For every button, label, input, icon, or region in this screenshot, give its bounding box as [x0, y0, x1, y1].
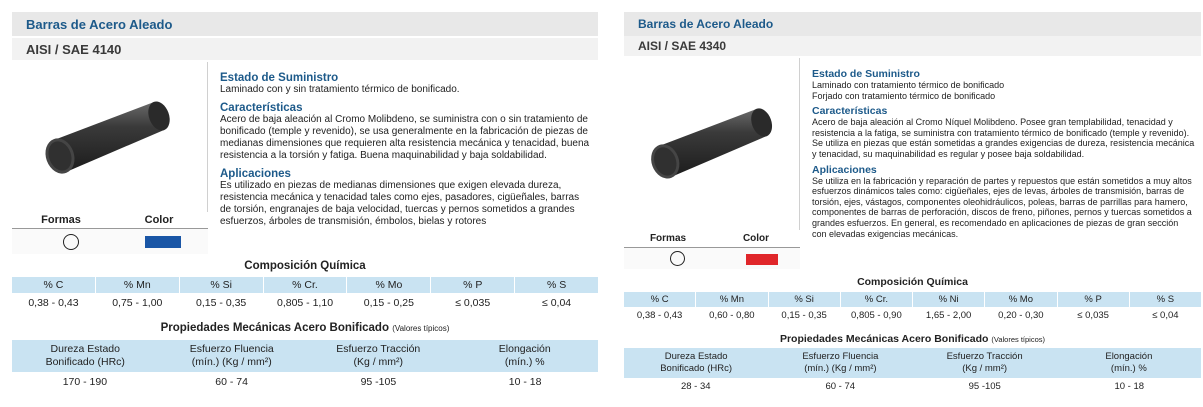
sheet-title: Barras de Acero Aleado [26, 17, 173, 32]
composition-value-cell: 0,15 - 0,35 [179, 295, 263, 311]
composition-header-cell: % Si [179, 277, 263, 293]
composition-header-cell: % P [1057, 292, 1129, 307]
mech-header-line: (mín.) % [504, 356, 545, 368]
composition-value-cell: ≤ 0,04 [1129, 308, 1201, 323]
composition-title: Composición Química [857, 276, 968, 288]
formas-color-header [624, 233, 800, 247]
section-heading-aplicaciones: Aplicaciones [812, 163, 877, 176]
composition-value-cell: ≤ 0,035 [1057, 308, 1129, 323]
mech-header-cell [12, 343, 159, 372]
mech-value-row [12, 374, 598, 390]
composition-header-cell: % Ni [912, 292, 984, 307]
product-photo [624, 58, 800, 230]
mech-header-cell [305, 343, 452, 372]
mech-header-line: Bonificado (HRc) [45, 356, 125, 368]
mech-title: Propiedades Mecánicas Acero Bonificado [779, 333, 989, 345]
composition-value-cell: 0,805 - 0,90 [840, 308, 912, 323]
composition-value-cell: 0,38 - 0,43 [28, 297, 79, 309]
grade-label: AISI / SAE 4140 [26, 42, 122, 57]
grade-label: AISI / SAE 4340 [638, 39, 727, 53]
mech-note: (Valores típicos) [991, 335, 1046, 344]
composition-header-cell: % Cr. [840, 292, 912, 307]
formas-color-row [12, 228, 208, 254]
composition-value-cell: ≤ 0,04 [514, 295, 598, 311]
composition-header-cell: % Mo [984, 292, 1056, 307]
section-heading-caracteristicas: Características [812, 105, 888, 118]
formas-label: Formas [649, 233, 687, 244]
mech-header-line: Elongación [1105, 351, 1153, 362]
sheet-title: Barras de Acero Aleado [638, 17, 774, 31]
formas-color-header [12, 214, 208, 228]
section-text-caracteristicas: Acero de baja aleación al Cromo Molibdeno, se suministra con o sin tratamiento de bonificado (temple y revenido), se usa generalmente en la fabricación de piezas de medianas dimensiones que requieren alta resistencia mecánica y tenacidad, buena resistencia a la torsión y fatiga. Buena maquinabilidad y baja soldabilidad. [220, 114, 590, 161]
mech-header-line: (Kg / mm²) [962, 363, 1008, 374]
section-heading-aplicaciones: Aplicaciones [220, 168, 291, 180]
info-panel [220, 72, 592, 228]
mech-title-line [12, 322, 598, 334]
section-text-aplicaciones: Es utilizado en piezas de medianas dimensiones que exigen elevada dureza, resistencia mecánica y tenacidad tales como ejes, pasadores, cigüeñales, barras de torsión, engranajes de baja velocidad, tuercas y pernos sometidos a grandes esfuerzos, árboles de transmisión, émbolos, bielas y rotores [220, 180, 580, 227]
mech-header-line: Dureza Estado [664, 351, 728, 362]
mech-header-line: Esfuerzo Tracción [946, 351, 1023, 362]
composition-title: Composición Química [244, 260, 366, 272]
formas-label: Formas [41, 214, 81, 226]
section-heading-suministro: Estado de Suministro [220, 72, 339, 84]
color-label: Color [144, 214, 174, 226]
mech-value-cell: 10 - 18 [1057, 380, 1202, 394]
mech-value-cell: 60 - 74 [158, 374, 305, 390]
section-heading-caracteristicas: Características [220, 102, 303, 114]
section-text-suministro: Laminado con y sin tratamiento térmico de bonificado. [220, 84, 460, 95]
mech-value-cell: 95 -105 [305, 374, 452, 390]
composition-value-cell: 0,805 - 1,10 [263, 295, 347, 311]
composition-header-cell: % S [1129, 292, 1201, 307]
composition-value-cell: 0,15 - 0,35 [768, 308, 840, 323]
section-text-suministro: Laminado con tratamiento térmico de bonificado Forjado con tratamiento térmico de bonificado [812, 80, 1005, 101]
composition-header-cell: % Mn [95, 277, 179, 293]
color-label: Color [742, 233, 770, 244]
mech-title: Propiedades Mecánicas Acero Bonificado [160, 322, 389, 334]
composition-header-cell: % C [43, 279, 64, 291]
info-panel [812, 68, 1195, 239]
mech-header-line: Dureza Estado [50, 343, 120, 355]
mech-header-row [12, 340, 598, 372]
mech-header-line: Elongación [498, 343, 551, 355]
composition-header-cell: % Cr. [263, 277, 347, 293]
formas-color-row [624, 247, 800, 269]
composition-value-cell: 0,38 - 0,43 [636, 310, 683, 321]
composition-value-row [12, 295, 598, 311]
composition-value-cell: 0,60 - 0,80 [695, 308, 767, 323]
mech-header-cell [768, 351, 912, 378]
mech-header-line: (mín.) (Kg / mm²) [804, 363, 877, 374]
composition-value-cell: ≤ 0,035 [430, 295, 514, 311]
mech-header-row [624, 348, 1201, 378]
mech-header-line: (mín.) (Kg / mm²) [191, 356, 272, 368]
datasheet-4140 [0, 0, 600, 407]
composition-header-cell: % S [514, 277, 598, 293]
composition-header-cell: % Mn [695, 292, 767, 307]
mech-header-line: Esfuerzo Fluencia [802, 351, 879, 362]
composition-header-row [12, 277, 598, 293]
mech-value-cell: 60 - 74 [768, 380, 913, 394]
section-heading-suministro: Estado de Suministro [812, 68, 920, 80]
color-swatch [145, 236, 181, 248]
round-bar-circle-icon [63, 234, 79, 250]
mech-header-cell [452, 343, 599, 372]
composition-header-cell: % Mo [346, 277, 430, 293]
mech-header-line: Esfuerzo Fluencia [189, 343, 274, 355]
mech-value-cell: 10 - 18 [451, 374, 598, 390]
mech-value-row [624, 380, 1201, 394]
mech-header-cell [913, 351, 1057, 378]
mech-header-line: Bonificado (HRc) [660, 363, 733, 374]
section-text-caracteristicas: Acero de baja aleación al Cromo Níquel Molibdeno. Posee gran templabilidad, tenacidad y resistencia a la fatiga, se suministra con tratamiento térmico de bonificado (temple y revenido). Se utiliza en piezas que están sometidas a grandes exigencias de dureza, resistencia mecánica y tenacidad, su maquinabilidad es regular y posee baja soldabilidad. [812, 117, 1195, 159]
composition-value-cell: 0,15 - 0,25 [346, 295, 430, 311]
color-swatch [746, 254, 778, 265]
mech-header-line: (Kg / mm²) [353, 356, 404, 368]
mech-title-line [624, 333, 1201, 345]
composition-header-row [624, 292, 1201, 307]
mech-header-line: (mín.) % [1110, 363, 1147, 374]
round-bar-circle-icon [670, 251, 685, 266]
mech-header-cell [624, 351, 768, 378]
mech-header-cell [159, 343, 306, 372]
mech-value-cell: 95 -105 [912, 380, 1057, 394]
product-photo [12, 62, 208, 212]
composition-value-cell: 1,65 - 2,00 [912, 308, 984, 323]
composition-header-cell: % C [650, 294, 669, 305]
composition-value-cell: 0,75 - 1,00 [95, 295, 179, 311]
mech-value-cell: 170 - 190 [62, 376, 108, 388]
composition-value-cell: 0,20 - 0,30 [984, 308, 1056, 323]
composition-header-cell: % P [430, 277, 514, 293]
steel-bar-image [32, 90, 182, 180]
composition-value-row [624, 308, 1201, 323]
composition-header-cell: % Si [768, 292, 840, 307]
steel-bar-image [638, 96, 784, 186]
mech-value-cell: 28 - 34 [680, 381, 711, 392]
mech-header-cell [1057, 351, 1201, 378]
mech-note: (Valores típicos) [392, 324, 450, 333]
mech-header-line: Esfuerzo Tracción [336, 343, 421, 355]
datasheet-4340 [620, 0, 1203, 407]
section-text-aplicaciones: Se utiliza en la fabricación y reparación de partes y repuestos que están sometidos a muy altos esfuerzos dinámicos tales como: cigüeñales, ejes de levas, árboles de transmisión, barras de torsión, ejes, vástagos, componentes oleohidráulicos, poleas, barras de parrillas para hamero, componentes de barras de perforación, discos de freno, piñones, pernos y tuercas sometidos a grandes esfuerzos. En general, es recomendado en aplicaciones de piezas de gran sección con elevadas exigencias mecánicas. [812, 175, 1192, 239]
